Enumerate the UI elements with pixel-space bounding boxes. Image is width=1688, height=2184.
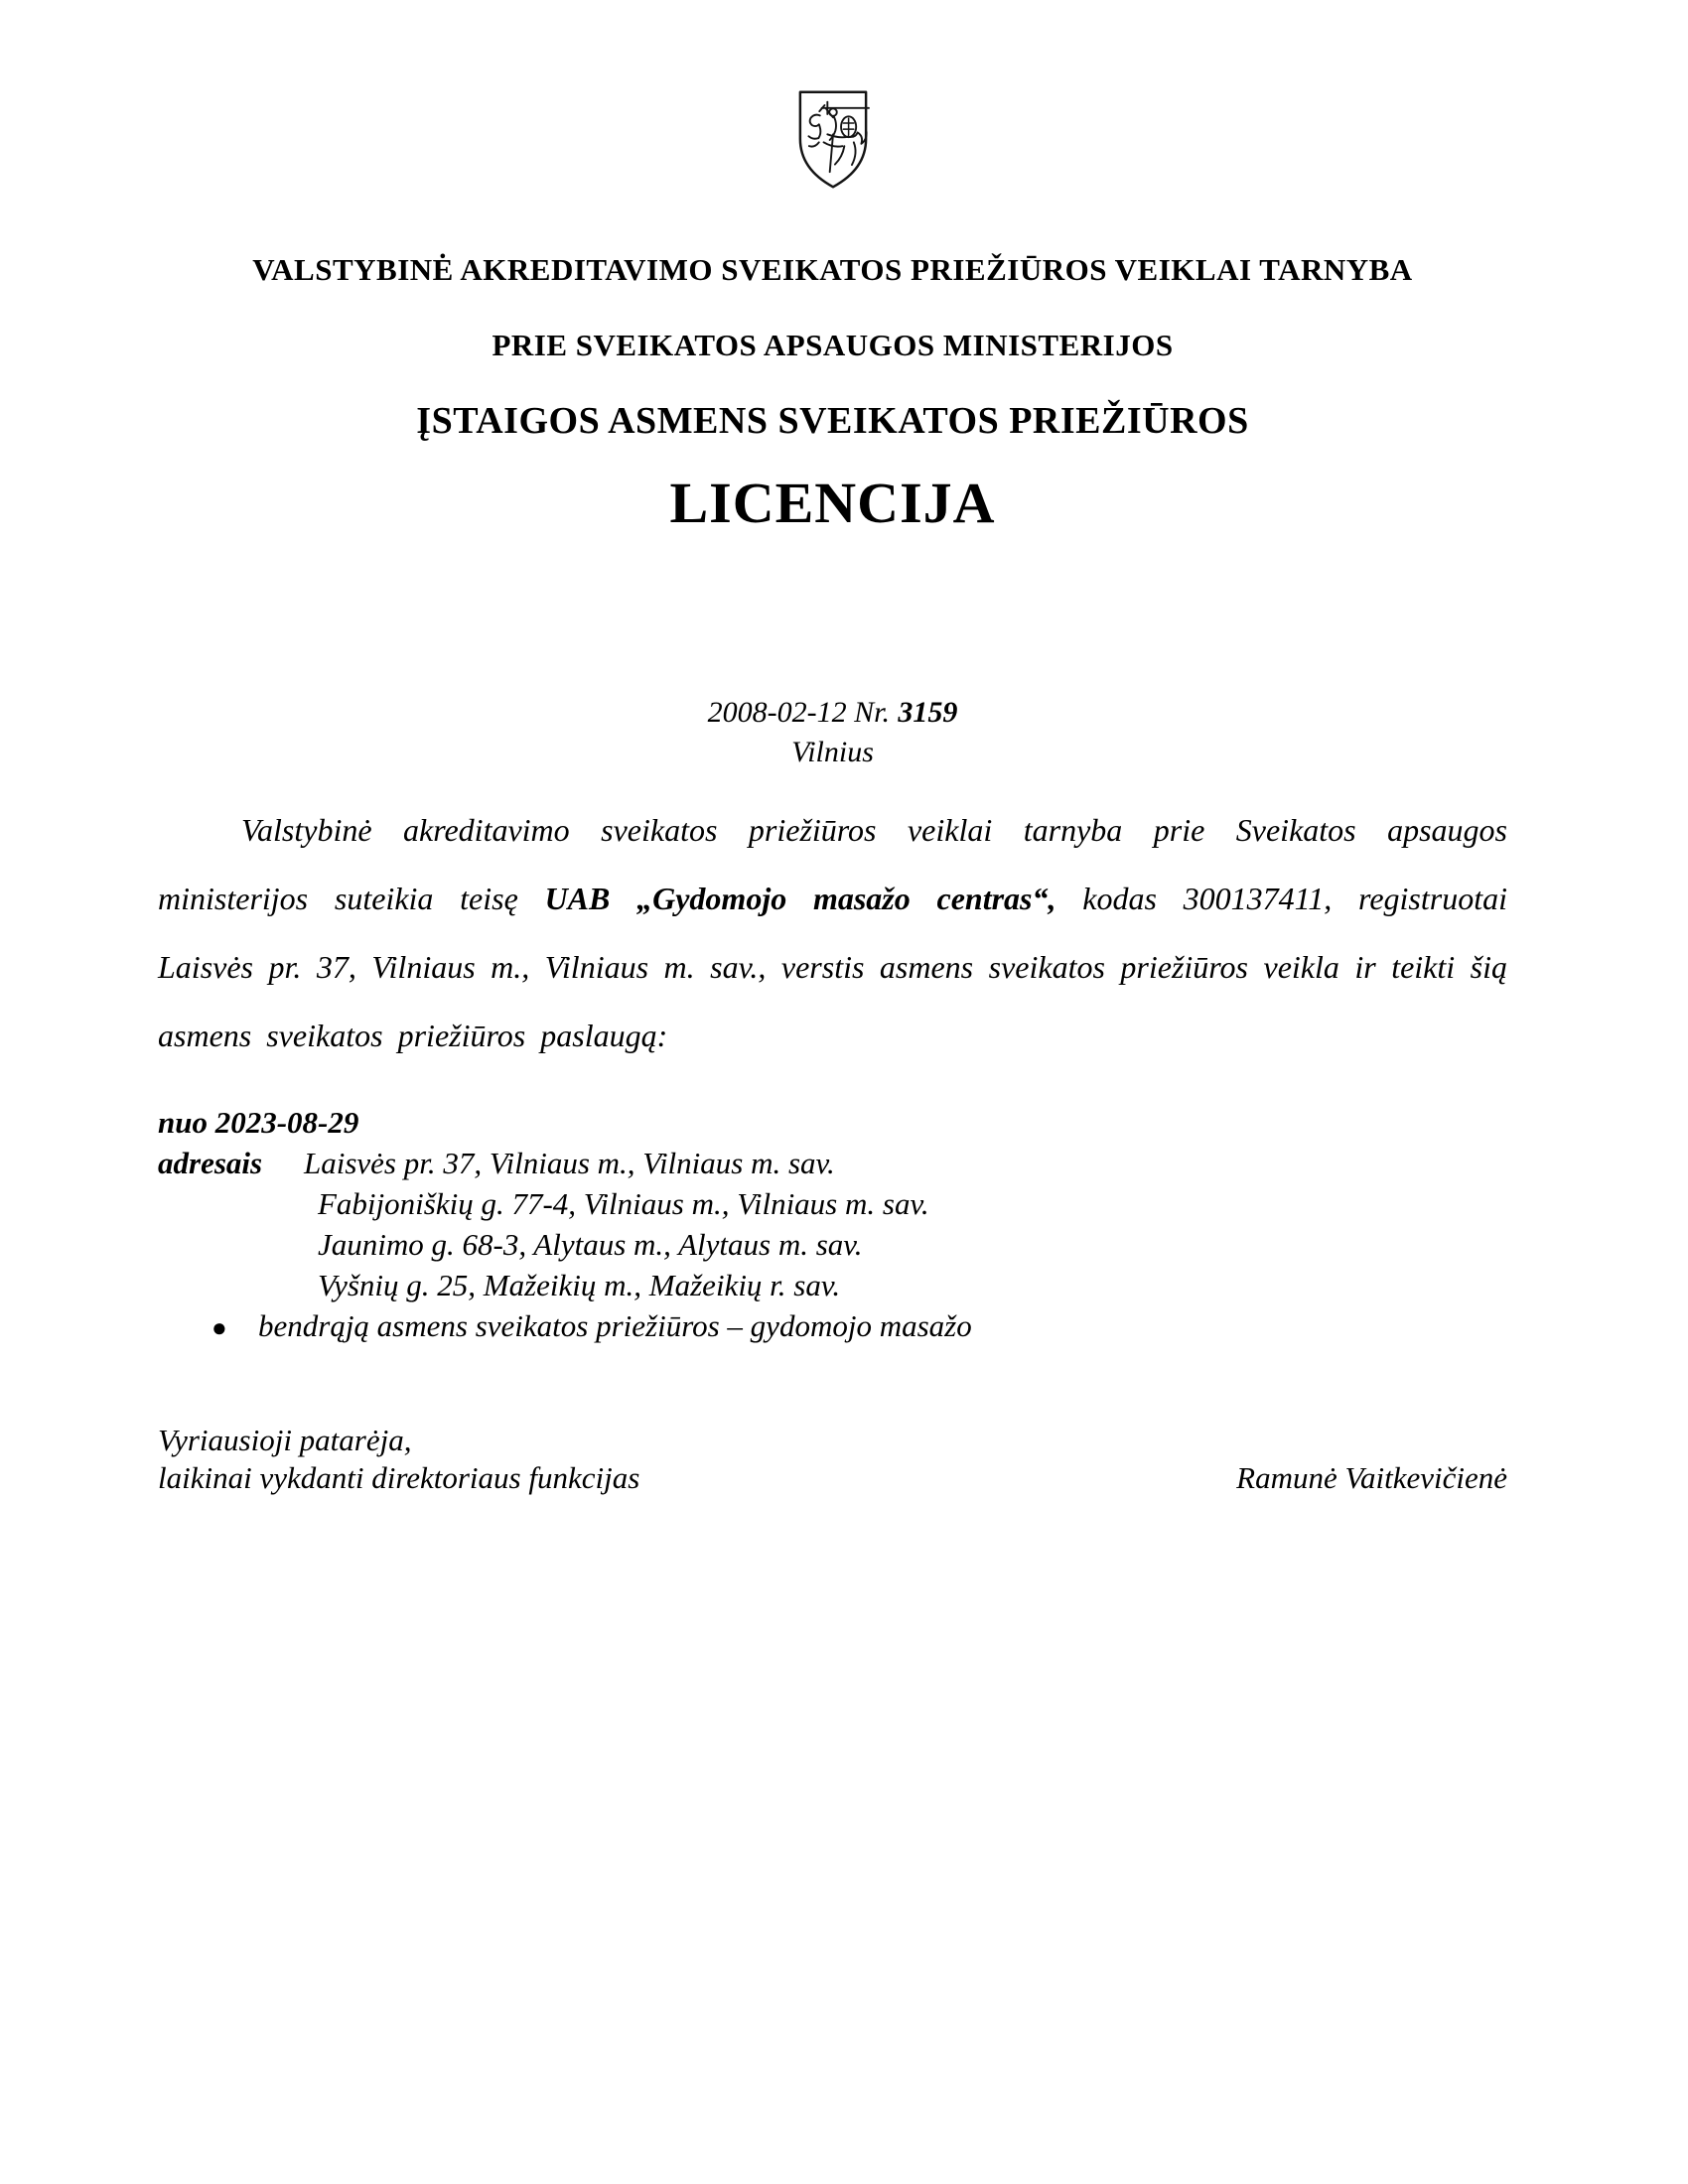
document-subtitle: ĮSTAIGOS ASMENS SVEIKATOS PRIEŽIŪROS: [416, 400, 1249, 442]
org-name-line1: VALSTYBINĖ AKREDITAVIMO SVEIKATOS PRIEŽIŪROS VEIKLAI TARNYBA: [252, 252, 1413, 287]
address-line: Fabijoniškių g. 77-4, Vilniaus m., Vilniaus m. sav.: [318, 1186, 929, 1221]
org-name-line2: PRIE SVEIKATOS APSAUGOS MINISTERIJOS: [492, 328, 1174, 362]
city-line: Vilnius: [791, 736, 874, 768]
address-line: Jaunimo g. 68-3, Alytaus m., Alytaus m. sav.: [318, 1227, 863, 1262]
addresses-row: [158, 1143, 1507, 1305]
address-line: Laisvės pr. 37, Vilniaus m., Vilniaus m. sav.: [304, 1146, 835, 1180]
license-details-block: [158, 1102, 1507, 1348]
addresses-label: adresais: [158, 1146, 263, 1180]
paragraph-text-end: kodas 300137411, registruotai Laisvės pr. 37, Vilniaus m., Vilniaus m. sav., verstis asmens sveikatos priežiūros veikla ir teikti šią asmens sveikatos priežiūros paslaugą:: [158, 881, 1507, 1053]
vytis-coat-of-arms-icon: [785, 87, 881, 193]
signer-position-line1: Vyriausioji patarėja,: [158, 1423, 412, 1457]
valid-from-line: nuo 2023-08-29: [158, 1105, 359, 1140]
signer-position-line2: laikinai vykdanti direktoriaus funkcijas: [158, 1460, 640, 1495]
service-text: bendrąją asmens sveikatos priežiūros – gydomojo masažo: [258, 1308, 972, 1343]
document-title: LICENCIJA: [669, 471, 996, 535]
company-name: UAB „Gydomojo masažo centras“,: [544, 881, 1056, 916]
date-number-prefix: 2008-02-12 Nr.: [707, 696, 890, 729]
service-bullet-item: [158, 1305, 1507, 1348]
address-line: Vyšnių g. 25, Mažeikių m., Mažeikių r. sav.: [318, 1268, 841, 1302]
paragraph-text-start: Valstybinė akreditavimo sveikatos priežiūros veiklai tarnyba prie Sveikatos apsaugos ministerijos suteikia teisę: [158, 812, 1507, 916]
signature-block: [158, 1422, 1507, 1497]
address-list: [304, 1143, 1507, 1305]
signer-position: [158, 1422, 639, 1497]
license-number: 3159: [898, 696, 958, 729]
date-and-number-line: [158, 693, 1507, 733]
license-body-paragraph: [158, 796, 1507, 1070]
signer-name: Ramunė Vaitkevičienė: [1236, 1460, 1507, 1495]
bullet-icon: ●: [211, 1313, 227, 1342]
